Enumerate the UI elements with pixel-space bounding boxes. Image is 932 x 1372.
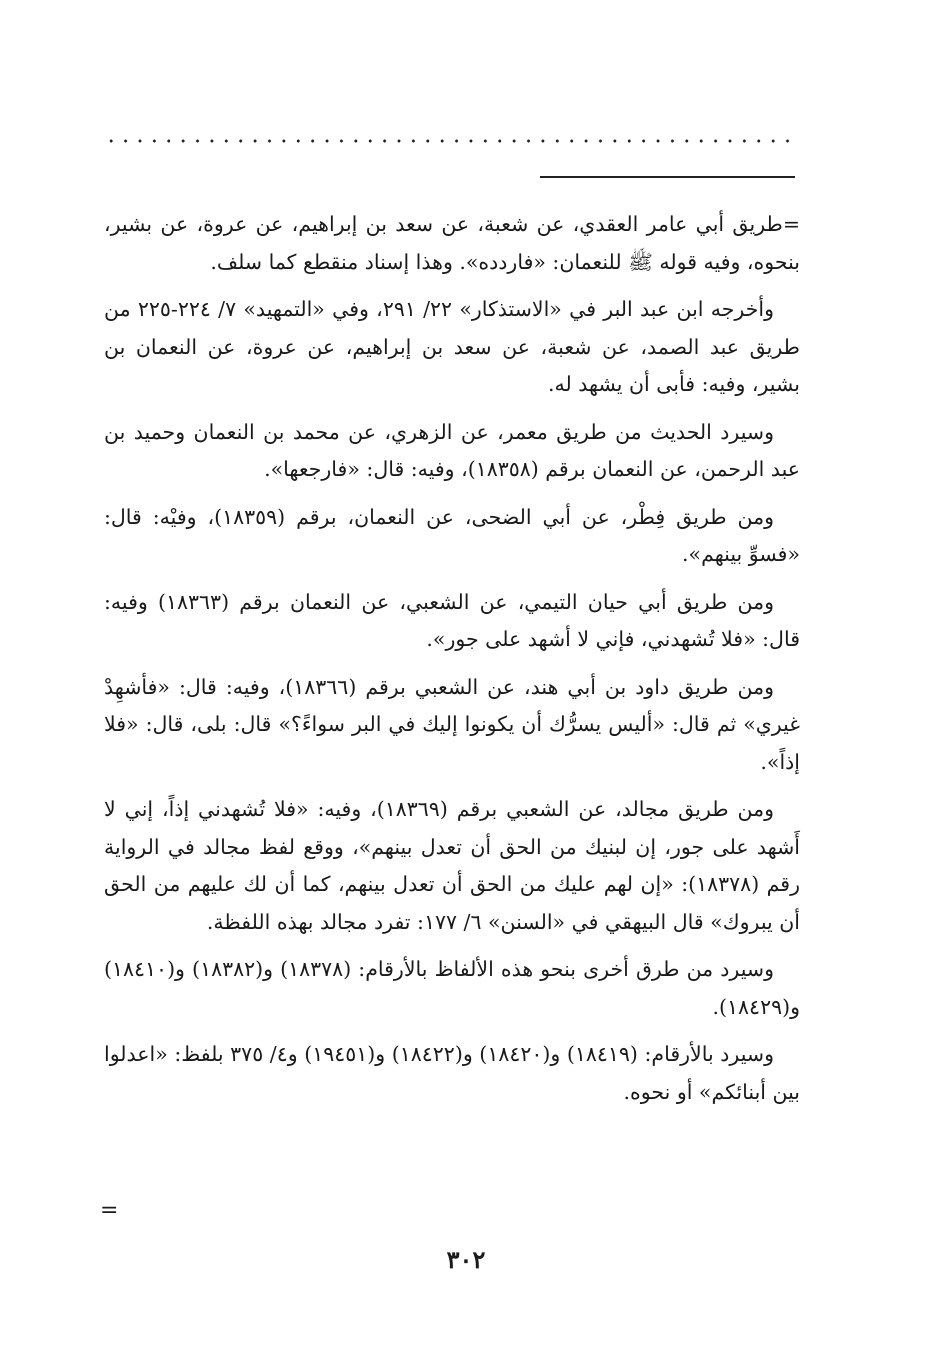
footnote-text xyxy=(104,206,800,1121)
footnote-paragraph-4: ومن طريق فِطْر، عن أبي الضحى، عن النعمان، برقم (١٨٣٥٩)، وفيْه: قال: «فسوِّ بينهم». xyxy=(104,504,800,566)
continuation-mark: = xyxy=(100,1198,119,1223)
footnote-paragraph-9: وسيرد بالأرقام: (١٨٤١٩) و(١٨٤٢٠) و(١٨٤٢٢) و(١٩٤٥١) و٤/ ٣٧٥ بلفظ: «اعدلوا بين أبنائكم» أو نحوه. xyxy=(104,1042,800,1104)
footnote-paragraph-3: وسيرد الحديث من طريق معمر، عن الزهري، عن محمد بن النعمان وحميد بن عبد الرحمن، عن النعمان برقم (١٨٣٥٨)، وفيه: قال: «فارجعها». xyxy=(104,419,800,481)
page-number: ٣٠٢ xyxy=(446,1245,486,1274)
footnote-paragraph-7: ومن طريق مجالد، عن الشعبي برقم (١٨٣٦٩)، وفيه: «فلا تُشهدني إذاً، إني لا أَشهد على جور، إن لبنيك من الحق أن تعدل بينهم»، ووقع لفظ مجالد في الرواية رقم (١٨٣٧٨): «إن لهم عليك من الحق أن تعدل بينهم، كما أن لك عليهم من الحق أن يبروك» قال البيهقي في «السنن» ٦/ ١٧٧: تفرد مجالد بهذه اللفظة. xyxy=(104,797,800,934)
footnote-separator-line xyxy=(540,176,795,178)
footnote-paragraph-8: وسيرد من طرق أخرى بنحو هذه الألفاظ بالأرقام: (١٨٣٧٨) و(١٨٣٨٢) و(١٨٤١٠) و(١٨٤٢٩). xyxy=(104,957,800,1019)
footnote-paragraph-5: ومن طريق أبي حيان التيمي، عن الشعبي، عن النعمان برقم (١٨٣٦٣) وفيه: قال: «فلا تُشهدني، فإني لا أشهد على جور». xyxy=(104,589,800,651)
dotted-separator xyxy=(104,138,794,144)
footnote-paragraph-1: =طريق أبي عامر العقدي، عن شعبة، عن سعد بن إبراهيم، عن عروة، عن بشير، بنحوه، وفيه قوله ﷺ للنعمان: «فاردده». وهذا إسناد منقطع كما سلف. xyxy=(104,212,800,274)
footnote-paragraph-6: ومن طريق داود بن أبي هند، عن الشعبي برقم (١٨٣٦٦)، وفيه: قال: «فأشهِدْ غيري» ثم قال: «أليس يسرُّك أن يكونوا إليك في البر سواءً؟» قال: بلى، قال: «فلا إذاً». xyxy=(104,674,800,774)
footnote-paragraph-2: وأخرجه ابن عبد البر في «الاستذكار» ٢٢/ ٢٩١، وفي «التمهيد» ٧/ ٢٢٤-٢٢٥ من طريق عبد الصمد، عن شعبة، عن سعد بن إبراهيم، عن عروة، عن النعمان بن بشير، وفيه: فأبى أن يشهد له. xyxy=(104,297,800,396)
